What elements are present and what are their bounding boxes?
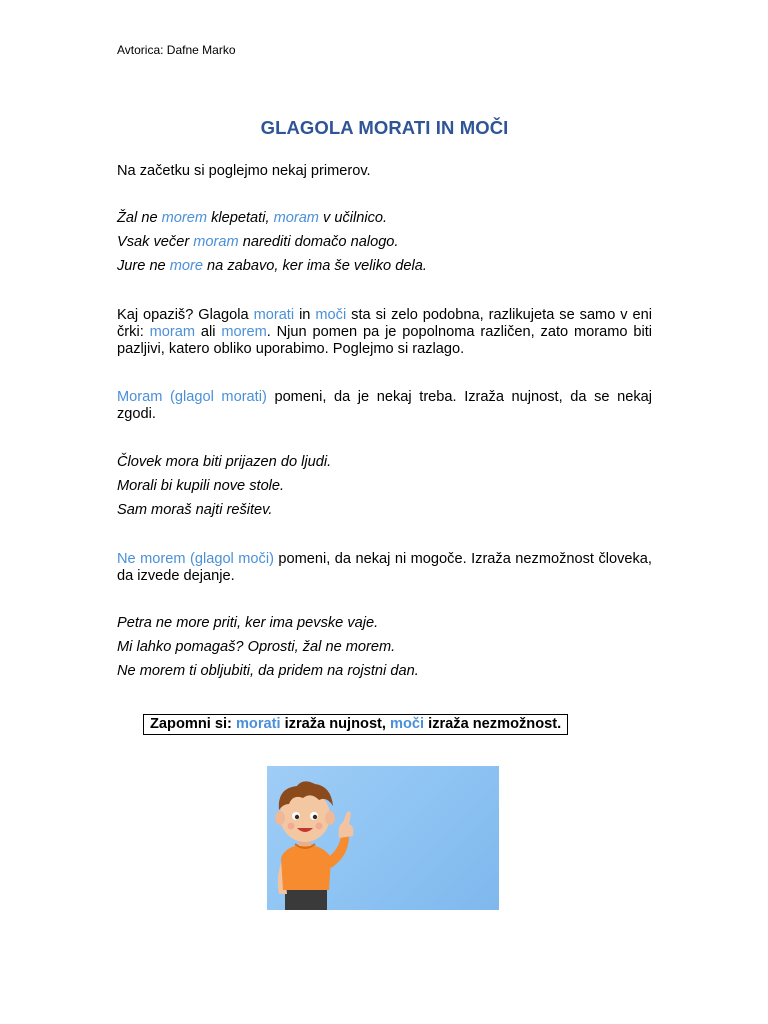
example-line: Vsak večer moram narediti domačo nalogo. <box>117 234 399 250</box>
boy-pointing-up-icon <box>267 766 499 910</box>
example-line: Petra ne more priti, ker ima pevske vaje. <box>117 615 379 631</box>
example-line: Jure ne more na zabavo, ker ima še veliko dela. <box>117 258 427 274</box>
morati-definition: Moram (glagol morati) pomeni, da je nekaj treba. Izraža nujnost, da se nekaj zgodi. <box>117 389 653 422</box>
examples-block-1 <box>117 206 652 278</box>
explanation-paragraph: Kaj opaziš? Glagola morati in moči sta si zelo podobna, razlikujeta se samo v eni črki: moram ali morem. Njun pomen pa je popolnoma različen, zato moramo biti pazljivi, katero obliko uporabimo. Poglejmo si razlago. <box>117 307 653 357</box>
example-line: Mi lahko pomagaš? Oprosti, žal ne morem. <box>117 639 396 655</box>
boy-illustration <box>267 766 499 910</box>
examples-block-2 <box>117 450 652 522</box>
intro-paragraph: Na začetku si poglejmo nekaj primerov. <box>117 163 371 179</box>
moci-definition: Ne morem (glagol moči) pomeni, da nekaj ni mogoče. Izraža nezmožnost človeka, da izvede dejanje. <box>117 551 652 584</box>
example-line: Ne morem ti obljubiti, da pridem na rojstni dan. <box>117 663 419 679</box>
example-line: Žal ne morem klepetati, moram v učilnico. <box>117 210 388 226</box>
author-line: Avtorica: Dafne Marko <box>117 43 236 57</box>
example-line: Človek mora biti prijazen do ljudi. <box>117 454 332 470</box>
examples-block-3 <box>117 611 652 683</box>
example-line: Sam moraš najti rešitev. <box>117 502 273 518</box>
example-line: Morali bi kupili nove stole. <box>117 478 285 494</box>
page-title: GLAGOLA MORATI IN MOČI <box>260 117 509 138</box>
remember-box: Zapomni si: morati izraža nujnost, moči izraža nezmožnost. <box>143 714 568 735</box>
